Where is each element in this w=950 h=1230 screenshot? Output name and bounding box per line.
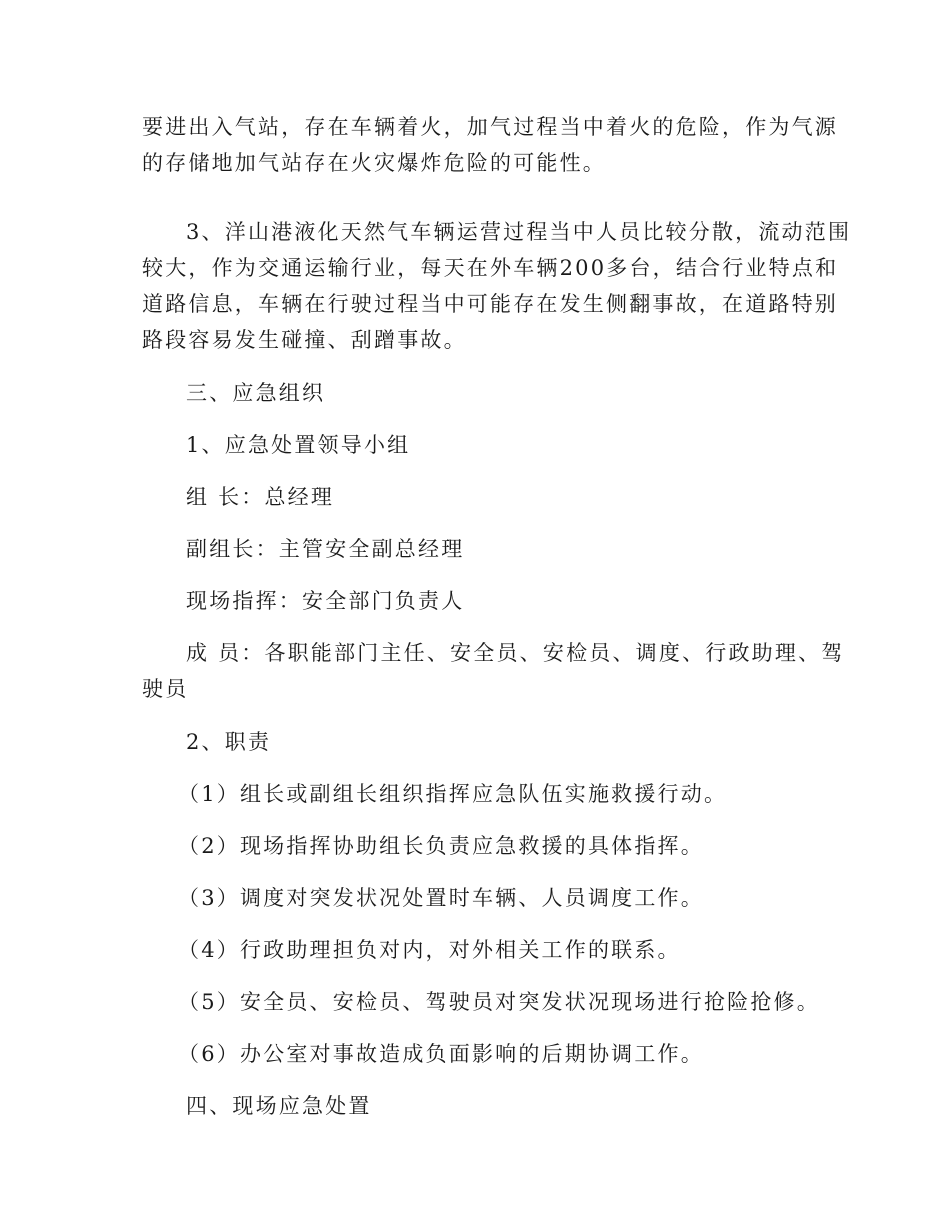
section-heading: 四、现场应急处置 bbox=[186, 1094, 372, 1118]
list-item: （2）现场指挥协助组长负责应急救援的具体指挥。 bbox=[178, 834, 704, 858]
paragraph-line: 道路信息，车辆在行驶过程当中可能存在发生侧翻事故，在道路特别 bbox=[142, 292, 838, 316]
subsection-heading: 1、应急处置领导小组 bbox=[186, 433, 411, 457]
list-item: （3）调度对突发状况处置时车辆、人员调度工作。 bbox=[178, 886, 704, 910]
paragraph-line: 组 长：总经理 bbox=[186, 485, 335, 509]
paragraph-line: 成 员：各职能部门主任、安全员、安检员、调度、行政助理、驾 bbox=[186, 641, 845, 665]
list-item: （5）安全员、安检员、驾驶员对突发状况现场进行抢险抢修。 bbox=[178, 990, 820, 1014]
paragraph-line: 副组长：主管安全副总经理 bbox=[186, 537, 465, 561]
paragraph-line: 要进出入气站，存在车辆着火，加气过程当中着火的危险，作为气源 bbox=[142, 115, 838, 139]
paragraph-line: 路段容易发生碰撞、刮蹭事故。 bbox=[142, 328, 467, 352]
section-heading: 三、应急组织 bbox=[186, 381, 326, 405]
subsection-heading: 2、职责 bbox=[186, 730, 272, 754]
paragraph-line: 3、洋山港液化天然气车辆运营过程当中人员比较分散，流动范围 bbox=[186, 220, 852, 244]
list-item: （6）办公室对事故造成负面影响的后期协调工作。 bbox=[178, 1042, 704, 1066]
list-item: （4）行政助理担负对内，对外相关工作的联系。 bbox=[178, 938, 681, 962]
paragraph-line: 的存储地加气站存在火灾爆炸危险的可能性。 bbox=[142, 151, 606, 175]
paragraph-line: 驶员 bbox=[142, 677, 189, 701]
list-item: （1）组长或副组长组织指挥应急队伍实施救援行动。 bbox=[178, 782, 728, 806]
paragraph-line: 现场指挥：安全部门负责人 bbox=[186, 589, 465, 613]
paragraph-line: 较大，作为交通运输行业，每天在外车辆200多台，结合行业特点和 bbox=[142, 256, 839, 280]
